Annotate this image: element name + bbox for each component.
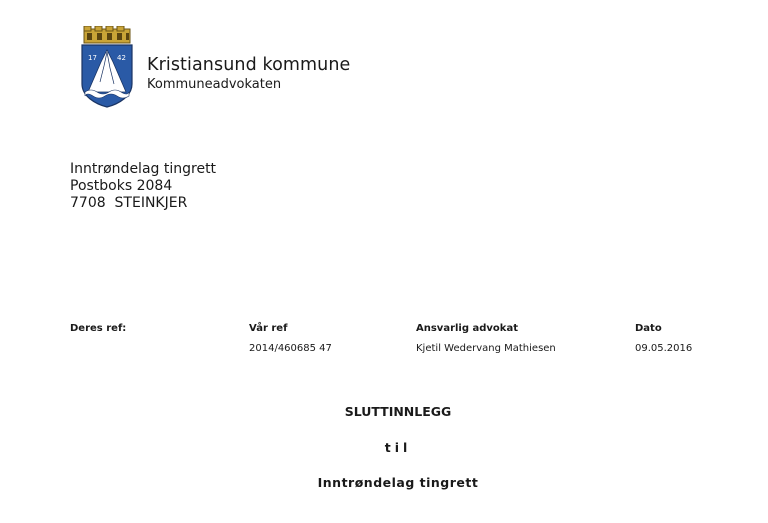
organization-name: Kristiansund kommune	[147, 55, 351, 75]
dato-value: 09.05.2016	[635, 343, 693, 354]
dato-label: Dato	[635, 323, 662, 334]
advokat-label: Ansvarlig advokat	[416, 323, 518, 334]
var-ref-value: 2014/460685 47	[249, 343, 332, 354]
crest-number-left: 17	[88, 54, 97, 62]
recipient-line-1: Inntrøndelag tingrett	[70, 161, 217, 177]
advokat-value: Kjetil Wedervang Mathiesen	[416, 343, 556, 354]
recipient-line-3: 7708 STEINKJER	[70, 195, 188, 211]
recipient-line-2: Postboks 2084	[70, 178, 173, 194]
crest-number-right: 42	[117, 54, 126, 62]
court-name: Inntrøndelag tingrett	[317, 475, 479, 490]
coat-of-arms-icon	[79, 26, 135, 108]
document-title: SLUTTINNLEGG	[344, 404, 452, 419]
var-ref-label: Vår ref	[249, 323, 288, 334]
deres-ref-label: Deres ref:	[70, 323, 127, 334]
department-name: Kommuneadvokaten	[147, 77, 282, 92]
crown-icon	[84, 26, 130, 43]
title-connector: til	[384, 440, 412, 455]
